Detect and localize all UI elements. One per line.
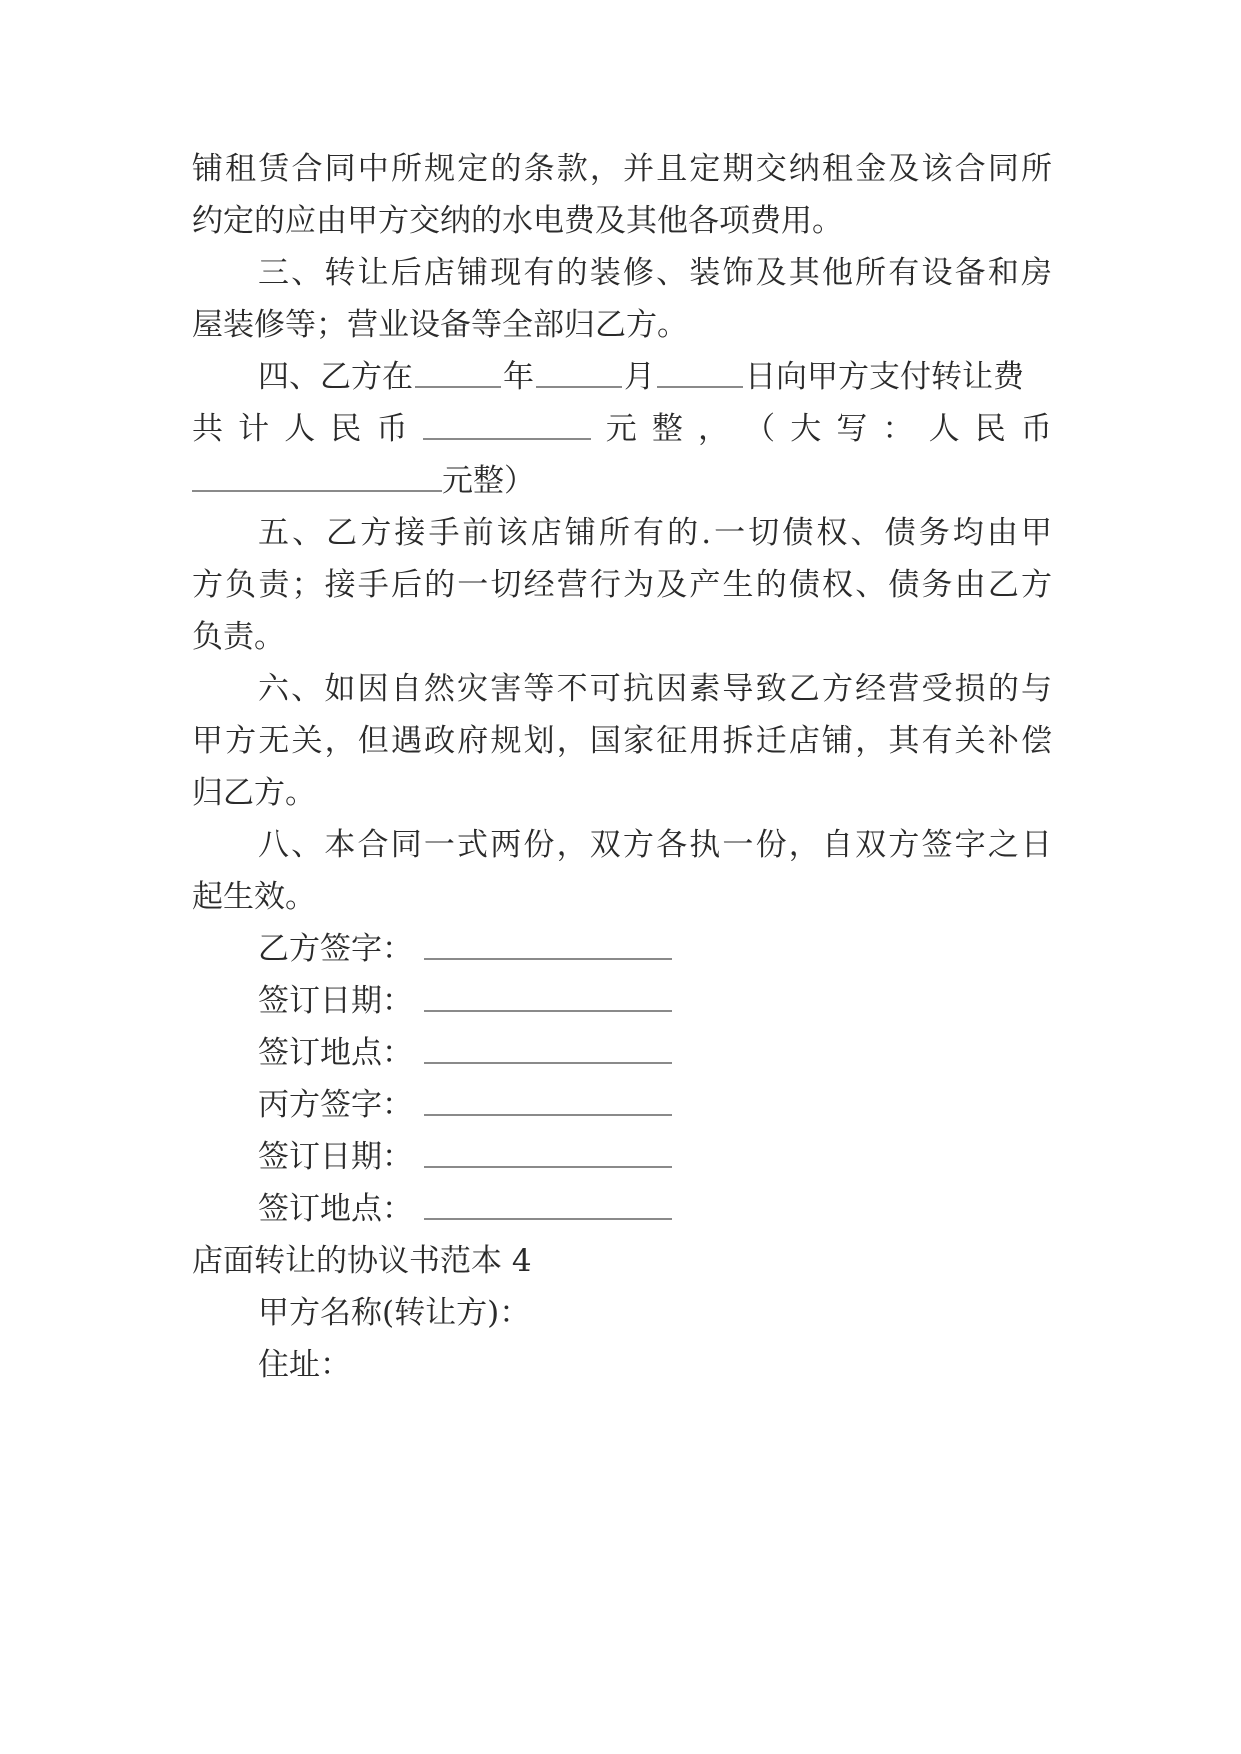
signature-row-party-c — [258, 1076, 413, 1134]
char: 计 — [238, 411, 270, 447]
signature-blank[interactable] — [424, 1062, 672, 1064]
signature-row-place-2 — [258, 1180, 413, 1238]
clause-4-line-3 — [192, 452, 1052, 510]
char: 写 — [836, 411, 868, 447]
address-label: 住址： — [258, 1347, 351, 1383]
signature-label: 乙方签字： — [258, 931, 413, 967]
clause-8-line-2: 起生效。 — [192, 879, 316, 915]
char: （ — [744, 411, 776, 447]
signature-row-party-b — [258, 920, 413, 978]
char: 人 — [284, 411, 316, 447]
clause-4-line-1 — [258, 348, 1052, 406]
char: ， — [698, 411, 729, 447]
clause-6-line-3: 归乙方。 — [192, 775, 316, 811]
clause-4-end: 元整） — [442, 463, 535, 499]
clause-6-line-2: 甲方无关，但遇政府规划，国家征用拆迁店铺，其有关补偿 — [192, 723, 1052, 759]
signature-label: 签订日期： — [258, 983, 413, 1019]
signature-row-place — [258, 1024, 413, 1082]
char: 整 — [651, 411, 683, 447]
clause-8-line-1: 八、本合同一式两份，双方各执一份，自双方签字之日 — [258, 827, 1052, 863]
signature-blank[interactable] — [424, 1114, 672, 1116]
signature-blank[interactable] — [424, 1218, 672, 1220]
clause-5-line-3: 负责。 — [192, 619, 285, 655]
char: 民 — [974, 411, 1006, 447]
signature-label: 签订地点： — [258, 1191, 413, 1227]
char: 元 — [605, 411, 637, 447]
month-blank[interactable] — [536, 348, 622, 388]
month-label: 月 — [624, 359, 655, 395]
section-title: 店面转让的协议书范本 4 — [192, 1243, 532, 1279]
signature-label: 签订地点： — [258, 1035, 413, 1071]
clause-4-suffix: 日向甲方支付转让费 — [745, 359, 1024, 395]
char: 币 — [1020, 411, 1052, 447]
char: 人 — [928, 411, 960, 447]
char: 民 — [330, 411, 362, 447]
char: 币 — [376, 411, 408, 447]
amount-in-words-blank[interactable] — [192, 452, 442, 492]
clause-4-line-2 — [192, 400, 1052, 458]
clause-3-line-1: 三、转让后店铺现有的装修、装饰及其他所有设备和房 — [258, 255, 1052, 291]
year-label: 年 — [503, 359, 534, 395]
clause-5-line-1: 五、乙方接手前该店铺所有的.一切债权、债务均由甲 — [258, 515, 1052, 551]
char: ： — [882, 411, 914, 447]
signature-row-date-2 — [258, 1128, 413, 1186]
amount-blank[interactable] — [423, 400, 591, 440]
signature-blank[interactable] — [424, 958, 672, 960]
signature-blank[interactable] — [424, 1010, 672, 1012]
clause-6-line-1: 六、如因自然灾害等不可抗因素导致乙方经营受损的与 — [258, 671, 1052, 707]
signature-row-date — [258, 972, 413, 1030]
day-blank[interactable] — [657, 348, 743, 388]
signature-label: 签订日期： — [258, 1139, 413, 1175]
signature-label: 丙方签字： — [258, 1087, 413, 1123]
char: 共 — [192, 411, 223, 447]
signature-blank[interactable] — [424, 1166, 672, 1168]
party-a-name-label: 甲方名称(转让方)： — [258, 1295, 531, 1331]
char: 大 — [790, 411, 822, 447]
year-blank[interactable] — [415, 348, 501, 388]
clause-5-line-2: 方负责；接手后的一切经营行为及产生的债权、债务由乙方 — [192, 567, 1052, 603]
clause-4-prefix: 四、乙方在 — [258, 359, 413, 395]
clause-3-line-2: 屋装修等；营业设备等全部归乙方。 — [192, 307, 688, 343]
paragraph-line: 铺租赁合同中所规定的条款，并且定期交纳租金及该合同所 — [192, 151, 1052, 187]
paragraph-line: 约定的应由甲方交纳的水电费及其他各项费用。 — [192, 203, 843, 239]
